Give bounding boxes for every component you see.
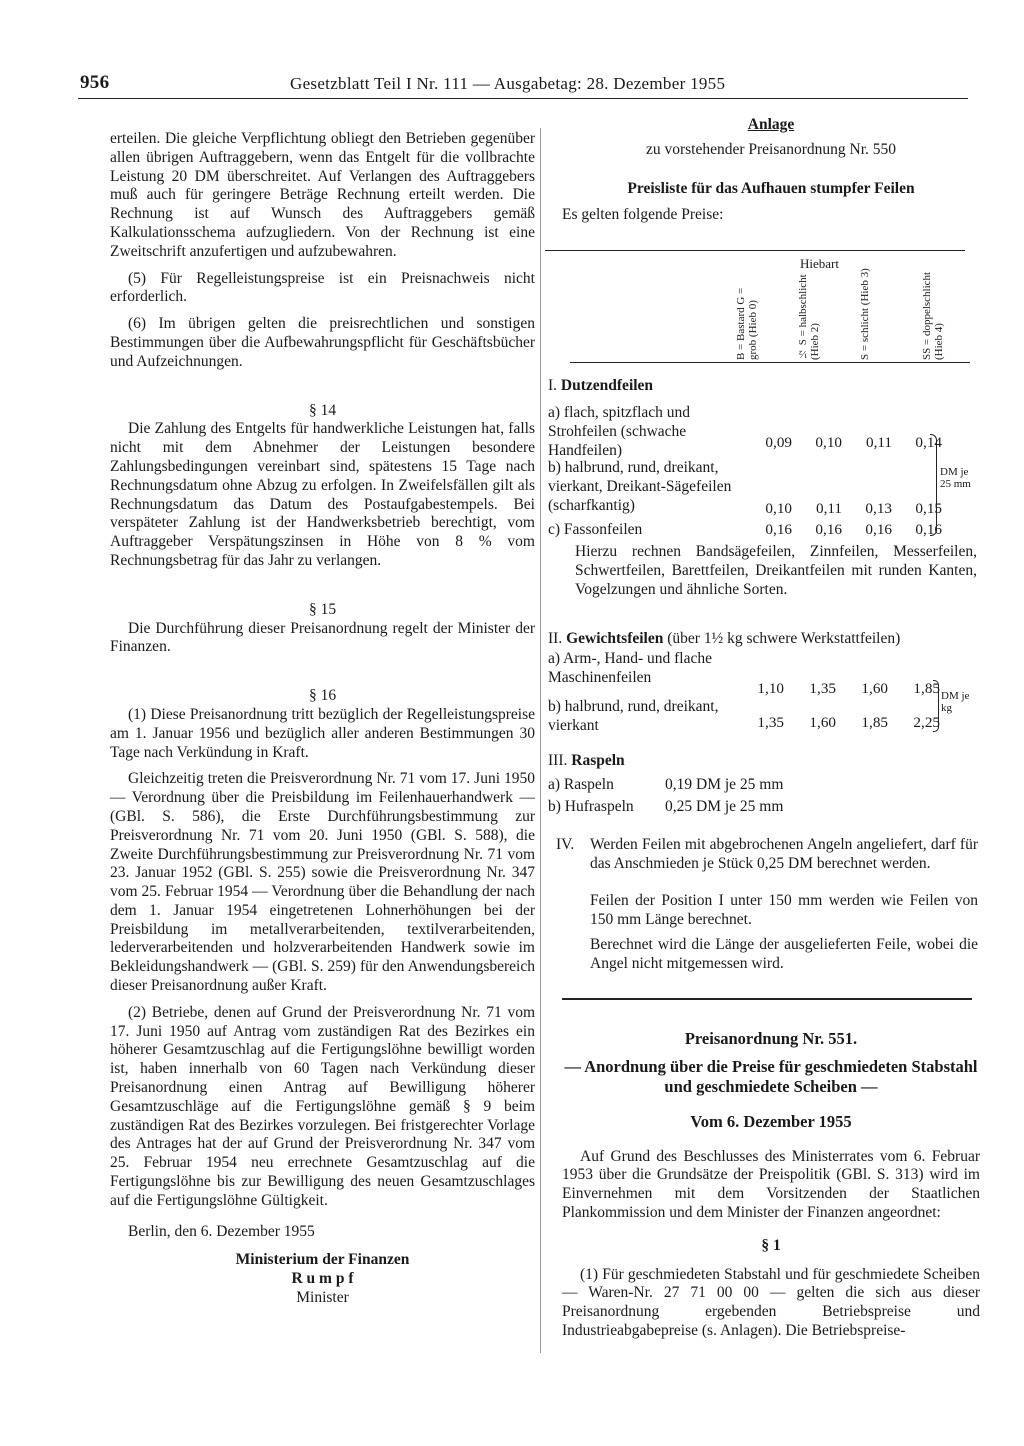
paragraph: (1) Diese Preisanordnung tritt bezüglich der Regelleistungspreise am 1. Januar 1956 und bezüglich aller anderen Bestimmungen 30 Tage nach Verkündung in Kraft. [110, 705, 535, 761]
hiebart-label: Hiebart [800, 256, 839, 271]
row-label: a) Raspeln [548, 776, 614, 793]
value-cell: 0,15 [915, 500, 942, 517]
value-cell: 0,10 [815, 434, 842, 451]
left-column [110, 130, 535, 1308]
value-cell: 1,85 [861, 714, 888, 731]
row-label: a) Arm-, Hand- und flache Maschinenfeilen [548, 650, 712, 686]
row-label: b) halbrund, rund, dreikant, vierkant [548, 698, 719, 734]
section-i [548, 377, 978, 396]
value-cell: 0,09 [765, 434, 792, 451]
section-title: Dutzendfeilen [560, 377, 654, 394]
section-title: Gewichtsfeilen [566, 630, 664, 647]
row-label: c) Fassonfeilen [548, 521, 643, 538]
place-date: Berlin, den 6. Dezember 1955 [128, 1222, 315, 1240]
paragraph: erteilen. Die gleiche Verpflichtung obliegt den Betrieben gegenüber allen übrigen Auftraggebern, wenn das Entgelt für die vollbrachte Leistung 20 DM überschreitet. Auf Verlangen des Auftraggebers muß auch für geringere Beträge Rechnung erteilt werden. Die Rechnung ist auf Wunsch des Auftraggebers gemäß Kalkulationsschema aufzugliedern. Von der Rechnung ist eine Zweitschrift anzufertigen und aufzubewahren. [110, 130, 535, 260]
section-heading: § 15 [308, 600, 337, 618]
anlage-heading: Anlage [747, 116, 795, 133]
ordinance-551 [562, 1030, 980, 1341]
row-values [742, 500, 942, 518]
value-cell: 1,10 [757, 680, 784, 697]
paragraph: (2) Betriebe, denen auf Grund der Preisverordnung Nr. 71 vom 17. Juni 1950 auf Antrag vom zuständigen Rat des Bezirkes ein höherer Gesamtzuschlag auf die Fertigungslöhne bewilligt worden ist, haben innerhalb von 60 Tagen nach Verkündung dieser Preisanordnung einen Antrag auf Bewilligung höherer Gesamtzuschläge auf die Fertigungslöhne gemäß § 9 beim zuständigen Rat des Bezirkes vorzulegen. Bei fristgerechter Vorlage des Antrages hat der auf Grund der Preisverordnung Nr. 347 vom 25. Februar 1954 neu errechnete Gesamtzuschlag auf die Fertigungslöhne bis zur Bewilligung des neuen Gesamtzuschlages auf die Fertigungslöhne Gültigkeit. [110, 1003, 535, 1209]
section-divider [562, 998, 972, 1000]
row-values [742, 521, 942, 539]
anlage-subheading: zu vorstehender Preisanordnung Nr. 550 [645, 140, 897, 158]
paragraph: Berechnet wird die Länge der ausgelieferten Feile, wobei die Angel nicht mitgemessen wird. [590, 936, 978, 972]
brace-icon [930, 434, 937, 536]
value-cell: 0,10 [765, 500, 792, 517]
value-cell: 1,60 [809, 714, 836, 731]
paragraph: Die Zahlung des Entgelts für handwerkliche Leistungen hat, falls nicht mit dem Abnehmer der Leistungen besondere Zahlungsbedingungen vereinbart sind, spätestens 15 Tage nach Rechnungsdatum ohne Abzug zu erfolgen. In Zweifelsfällen gilt als Rechnungsdatum das Datum des Postaufgabestempels. Bei verspäteter Zahlung ist der Handwerksbetrieb berechtigt, vom Auftraggeber Verspätungszinsen in Höhe von 8 % vom Rechnungsbetrag für das Jahr zu verlangen. [110, 420, 535, 569]
value-cell: 0,16 [765, 521, 792, 538]
unit-label: DM je kg [941, 690, 970, 714]
ordinance-date: Vom 6. Dezember 1955 [690, 1111, 852, 1131]
ministry-name: Ministerium der Finanzen [235, 1251, 410, 1269]
gazette-header: Gesetzblatt Teil I Nr. 111 — Ausgabetag: 28. Dezember 1955 [290, 74, 726, 93]
paragraph: (6) Im übrigen gelten die preisrechtlichen und sonstigen Bestimmungen über die Aufbewahrungspflicht für Geschäftsbücher und Aufzeichnungen. [110, 315, 535, 370]
value-cell: 0,16 [915, 521, 942, 538]
price-list-intro: Es gelten folgende Preise: [562, 206, 724, 224]
row-values [732, 714, 942, 732]
section-num: I. [548, 377, 558, 394]
value-cell: 1,35 [809, 680, 836, 697]
value-cell: 0,11 [865, 434, 892, 451]
row-values [732, 680, 942, 698]
col-head-schlicht: S = schlicht (Hieb 3) [859, 268, 871, 360]
paragraph: Gleichzeitig treten die Preisverordnung Nr. 71 vom 17. Juni 1950 — Verordnung über die Preisbildung im Feilenhauerhandwerk — (GBl. S. 586), die Erste Durchführungsbestimmung zur Preisverordnung Nr. 71 vom 20. Juni 1950 (GBl. S. 588), die Zweite Durchführungsbestimmung zur Preisverordnung Nr. 71 vom 23. Januar 1952 (GBl. S. 255) sowie die Preisverordnung Nr. 347 vom 25. Februar 1954 — Verordnung über die Behandlung der nach dem 1. Januar 1954 eingetretenen Lohnerhöhungen bei der Preisbildung im metallverarbeitenden, textilverarbeitenden, lederverarbeitenden und holzverarbeitenden Handwerk sowie im Bekleidungshandwerk — (GBl. S. 259) für den Anwendungsbereich dieser Preisanordnung außer Kraft. [110, 770, 535, 995]
unit-label: DM je 25 mm [940, 466, 971, 490]
row-values [742, 434, 942, 452]
section-title: Raspeln [571, 752, 625, 769]
value-cell: 1,85 [913, 680, 940, 697]
page-number: 956 [80, 72, 110, 93]
paragraph: (1) Für geschmiedeten Stabstahl und für geschmiedete Scheiben — Waren-Nr. 27 71 00 00 — gelten die sich aus dieser Preisanordnung ergebenden Betriebspreise und Industrieabgabepreise (s. Anlagen). Die Betriebspreise- [562, 1265, 980, 1339]
paragraph: (5) Für Regelleistungspreise ist ein Preisnachweis nicht erforderlich. [110, 269, 535, 306]
value-cell: 2,25 [913, 714, 940, 731]
column-divider [540, 128, 541, 1353]
value-cell: 0,13 [865, 500, 892, 517]
value-cell: 0,11 [815, 500, 842, 517]
section-heading: § 14 [308, 401, 337, 419]
value-cell: 0,16 [815, 521, 842, 538]
row-label: b) halbrund, rund, dreikant, vierkant, Dreikant-Sägefeilen (scharfkantig) [548, 459, 732, 514]
value-cell: 1,35 [757, 714, 784, 731]
column-headers [735, 268, 957, 360]
value-cell: 1,60 [861, 680, 888, 697]
section-heading: § 1 [761, 1236, 781, 1254]
paragraph: Werden Feilen mit abgebrochenen Angeln angeliefert, darf für das Anschmieden je Stück 0,25 DM berechnet werden. [590, 836, 978, 872]
section-num: II. [548, 630, 563, 647]
row-label: a) flach, spitzflach und Strohfeilen (schwache Handfeilen) [548, 404, 691, 459]
table-top-rule [545, 250, 965, 251]
section-heading: § 16 [308, 687, 337, 705]
section-num: IV. [556, 836, 575, 853]
section-num: III. [548, 752, 568, 769]
price-list-title: Preisliste für das Aufhauen stumpfer Feilen [627, 179, 915, 197]
note-paragraph: Hierzu rechnen Bandsägefeilen, Zinnfeilen, Messerfeilen, Schwertfeilen, Barettfeilen, Dreikantfeilen mit runden Kanten, Vogelzungen und ähnliche Sorten. [575, 543, 977, 598]
col-head-halbschlicht: ½ S = halbschlicht (Hieb 2) [797, 274, 821, 360]
ordinance-subtitle: — Anordnung über die Preise für geschmiedeten Stabstahl und geschmiedete Scheiben — [564, 1056, 978, 1096]
table-header-rule [570, 362, 970, 363]
signer-name: R u m p f [291, 1270, 354, 1288]
paragraph: Feilen der Position I unter 150 mm werden wie Feilen von 150 mm Länge berechnet. [590, 892, 978, 928]
value-cell: 0,14 [915, 434, 942, 451]
row-label: b) Hufraspeln [548, 798, 634, 815]
signer-title: Minister [296, 1289, 349, 1307]
section-iii [548, 752, 978, 771]
section-ii [548, 630, 978, 649]
ordinance-title: Preisanordnung Nr. 551. [684, 1029, 858, 1048]
header-rule [78, 98, 968, 99]
paragraph: Auf Grund des Beschlusses des Ministerrates vom 6. Februar 1953 über die Grundsätze der Preispolitik (GBl. S. 313) wird im Einvernehmen mit dem Vorsitzenden der Staatlichen Plankommission und dem Minister der Finanzen angeordnet: [562, 1147, 980, 1221]
section-subtitle: (über 1½ kg schwere Werkstattfeilen) [667, 630, 901, 647]
row-value: 0,19 DM je 25 mm [665, 776, 784, 793]
col-head-doppelschlicht: SS = doppelschlicht (Hieb 4) [921, 271, 945, 360]
col-head-bastard: B = Bastard G = grob (Hieb 0) [735, 287, 759, 360]
value-cell: 0,16 [865, 521, 892, 538]
brace-icon [933, 680, 939, 732]
row-value: 0,25 DM je 25 mm [665, 798, 784, 815]
paragraph: Die Durchführung dieser Preisanordnung regelt der Minister der Finanzen. [110, 619, 535, 656]
right-column [562, 116, 980, 225]
